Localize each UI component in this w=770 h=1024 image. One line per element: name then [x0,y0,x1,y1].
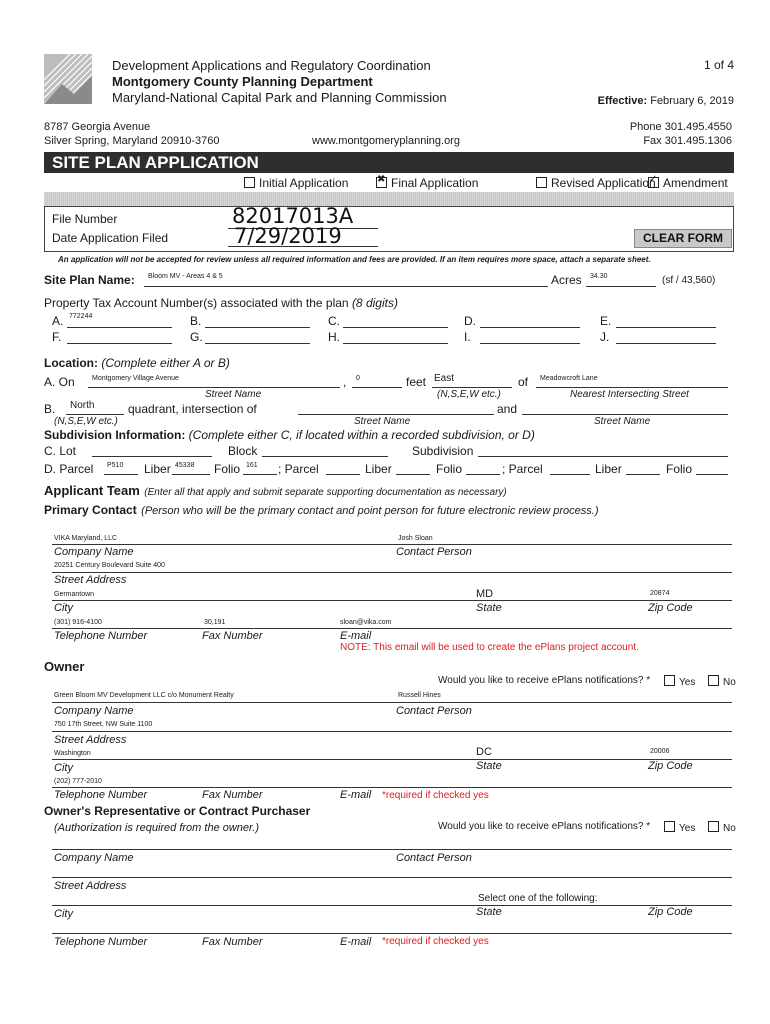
parcel-value[interactable]: P510 [107,462,124,469]
initial-application-checkbox[interactable] [244,176,348,190]
owner-phone-line [52,787,732,788]
site-plan-name-value[interactable]: Bloom MV - Areas 4 & 5 [148,273,223,280]
clear-form-button[interactable]: CLEAR FORM [634,229,732,248]
initial-application-label: Initial Application [259,176,349,190]
rep-city-line[interactable] [52,905,732,906]
tax-a-label: A. [52,314,64,328]
primary-city-line [52,600,732,601]
rep-eplans-yes-checkbox[interactable] [664,821,695,834]
primary-email-caption: E-mail [340,630,372,642]
tax-account-label: Property Tax Account Number(s) associated with the plan [44,296,349,310]
location-b-label: B. [44,402,56,416]
primary-contact-caption: Contact Person [396,546,472,558]
file-area-shading [44,192,734,206]
lot-line[interactable] [92,456,212,457]
location-of-label: of [518,375,529,389]
location-b-street2-caption: Street Name [594,416,651,427]
owner-street-line [52,731,732,732]
checkbox-icon [708,821,719,832]
effective-label: Effective: [597,95,648,107]
rep-phone-caption: Telephone Number [54,936,148,948]
tax-h-label: H. [328,330,340,344]
amendment-checkbox[interactable] [648,176,728,190]
primary-contact-note: (Person who will be the primary contact and point person for future electronic review process.) [141,505,599,517]
block-line[interactable] [262,456,388,457]
folio-line [243,474,277,475]
owner-street-caption: Street Address [54,734,127,746]
owner-zip-value[interactable]: 20006 [650,748,670,755]
checked-box-icon [376,177,387,188]
location-feet-label: feet [406,375,427,389]
page-title: SITE PLAN APPLICATION [52,153,259,172]
owner-state-caption: State [476,760,502,772]
rep-email-caption: E-mail [340,936,372,948]
yes-label: Yes [679,823,696,834]
location-b-nsew-caption: (N,S,E,W etc.) [54,416,118,427]
owner-street-value[interactable]: 750 17th Street, NW Suite 1100 [54,721,153,728]
tax-c-line[interactable] [343,327,448,328]
subdivision-label: Subdivision Information: [44,428,186,442]
subdivision-heading [44,428,535,442]
fax: Fax 301.495.1306 [643,135,732,147]
primary-email-value[interactable]: sloan@vika.com [340,619,392,626]
owner-eplans-label: Would you like to receive ePlans notifications? * [438,675,651,686]
location-feet-value[interactable]: 0 [356,375,360,382]
location-quadrant-label: quadrant, intersection of [128,402,257,416]
parcel2-line[interactable] [326,474,360,475]
mncppc-logo [44,54,92,104]
folio3-label: Folio [666,462,693,476]
owner-eplans-no-checkbox[interactable] [708,675,736,688]
rep-eplans-label: Would you like to receive ePlans notifications? * [438,821,651,832]
checked-box-icon [648,177,659,188]
no-label: No [723,823,736,834]
subdivision-block-label: Block [228,444,258,458]
rep-heading: Owner's Representative or Contract Purchaser [44,804,311,818]
rep-street-line[interactable] [52,877,732,878]
primary-zip-value[interactable]: 20874 [650,590,670,597]
owner-eplans-yes-checkbox[interactable] [664,675,695,688]
owner-email-caption: E-mail [340,789,372,801]
revised-application-checkbox[interactable] [536,176,656,190]
location-a-nsew-caption: (N,S,E,W etc.) [437,389,501,400]
primary-company-line [52,544,732,545]
primary-street-line [52,572,732,573]
tax-c-label: C. [328,314,340,328]
site-plan-name-line [144,286,548,287]
owner-heading: Owner [44,659,85,674]
owner-required-note: *required if checked yes [382,790,489,801]
location-b-street2-line[interactable] [522,414,728,415]
liber2-line[interactable] [396,474,430,475]
tax-f-line[interactable] [67,343,172,344]
liber3-line[interactable] [626,474,660,475]
tax-g-line[interactable] [205,343,310,344]
location-a-street-value[interactable]: Montgomery Village Avenue [92,375,179,382]
primary-state-value[interactable]: MD [476,588,494,600]
no-label: No [723,677,736,688]
comma: , [343,375,347,389]
tax-h-line[interactable] [343,343,448,344]
file-number-value[interactable]: 82017013A [232,204,354,228]
location-heading [44,356,230,370]
rep-state-caption: State [476,906,502,918]
location-label: Location: [44,356,98,370]
rep-zip-caption: Zip Code [648,906,693,918]
checkbox-icon [664,821,675,832]
subdivision-note: (Complete either C, if located within a recorded subdivision, or D) [188,428,535,442]
owner-eplans-question [438,675,650,686]
rep-company-line[interactable] [52,849,732,850]
parcel-line [104,474,138,475]
primary-street-caption: Street Address [54,574,127,586]
yes-label: Yes [679,677,696,688]
owner-city-line [52,759,732,760]
primary-phone-line [52,628,732,629]
location-a-street-line [88,387,340,388]
primary-fax-value[interactable]: 30,191 [204,619,226,626]
header-line1: Development Applications and Regulatory Coordination [112,58,431,73]
website: www.montgomeryplanning.org [312,135,460,147]
tax-j-label: J. [600,330,610,344]
owner-state-value[interactable]: DC [476,746,492,758]
phone: Phone 301.495.4550 [629,121,732,133]
rep-company-caption: Company Name [54,852,134,864]
folio-value[interactable]: 161 [246,462,258,469]
subdivision-name-label: Subdivision [412,444,474,458]
tax-f-label: F. [52,330,62,344]
location-a-street-caption: Street Name [205,389,262,400]
checkbox-icon [244,177,255,188]
liber-value[interactable]: 45338 [175,462,195,469]
location-direction-line [432,387,512,388]
parcel2-label: ; Parcel [278,462,319,476]
applicant-team-label: Applicant Team [44,483,140,498]
primary-state-caption: State [476,602,502,614]
folio2-line[interactable] [466,474,500,475]
effective-value: February 6, 2019 [650,95,734,107]
final-application-label: Final Application [391,176,479,190]
owner-phone-caption: Telephone Number [54,789,148,801]
liber-label: Liber [144,462,171,476]
acres-line [586,286,656,287]
applicant-team-note: (Enter all that apply and submit separate supporting documentation as necessary) [144,487,507,498]
parcel3-label: ; Parcel [502,462,543,476]
tax-d-line[interactable] [480,327,580,328]
header-line2: Montgomery County Planning Department [112,74,373,89]
tax-e-label: E. [600,314,612,328]
acres-label: Acres [551,273,582,287]
date-filed-label: Date Application Filed [52,231,169,245]
folio-label: Folio [214,462,241,476]
location-b-street1-caption: Street Name [354,416,411,427]
rep-fax-caption: Fax Number [202,936,263,948]
revised-application-label: Revised Application [551,176,656,190]
primary-contact-label: Primary Contact [44,503,137,517]
primary-phone-value[interactable]: (301) 916-4100 [54,619,102,626]
subdivision-lot-label: C. Lot [44,444,77,458]
liber2-label: Liber [365,462,392,476]
owner-company-caption: Company Name [54,705,134,717]
rep-phone-line[interactable] [52,933,732,934]
owner-city-value[interactable]: Washington [54,750,91,757]
acres-note: (sf / 43,560) [662,275,716,286]
header-line3: Maryland-National Capital Park and Planning Commission [112,90,447,105]
rep-eplans-question [438,821,650,832]
liber-line [172,474,210,475]
page-number: 1 of 4 [703,58,734,72]
primary-city-value[interactable]: Germantown [54,591,95,598]
address-line2: Silver Spring, Maryland 20910-3760 [44,135,220,147]
primary-phone-caption: Telephone Number [54,630,148,642]
rep-contact-caption: Contact Person [396,852,472,864]
tax-a-value[interactable]: 772244 [69,313,93,320]
owner-fax-caption: Fax Number [202,789,263,801]
owner-company-line [52,702,732,703]
rep-note: (Authorization is required from the owner.) [54,822,260,834]
notice-text: An application will not be accepted for review unless all required information and fees are provided. If an item requires more space, attach a separate sheet. [58,255,651,264]
checkbox-icon [536,177,547,188]
folio3-line[interactable] [696,474,728,475]
owner-company-value[interactable]: Green Bloom MV Development LLC c/o Monument Realty [54,692,234,699]
acres-value[interactable]: 34.30 [590,273,608,280]
location-and-label: and [497,402,518,416]
tax-g-label: G. [190,330,203,344]
location-a-on: A. On [44,375,75,389]
subdivision-parcel-label: D. Parcel [44,462,94,476]
rep-city-caption: City [54,908,73,920]
tax-i-label: I. [464,330,471,344]
checkbox-icon [708,675,719,686]
location-nearest-caption: Nearest Intersecting Street [570,389,689,400]
location-b-street1-line[interactable] [298,414,494,415]
primary-company-value[interactable]: VIKA Maryland, LLC [54,535,118,542]
owner-contact-value[interactable]: Russell Hines [398,692,441,699]
file-box [44,206,734,252]
folio2-label: Folio [436,462,463,476]
location-direction-value[interactable]: East [434,373,455,384]
owner-contact-caption: Contact Person [396,705,472,717]
tax-a-line [67,327,172,328]
rep-street-caption: Street Address [54,880,127,892]
amendment-label: Amendment [663,176,728,190]
date-filed-value[interactable]: 7/29/2019 [234,224,342,248]
rep-eplans-no-checkbox[interactable] [708,821,736,834]
tax-account-heading [44,296,398,310]
rep-required-note: *required if checked yes [382,936,489,947]
email-note: NOTE: This email will be used to create the ePlans project account. [340,642,639,653]
location-intersecting-line [536,387,728,388]
checkbox-icon [664,675,675,686]
primary-zip-caption: Zip Code [648,602,693,614]
tax-e-line[interactable] [616,327,716,328]
tax-j-line[interactable] [616,343,716,344]
primary-company-caption: Company Name [54,546,134,558]
primary-contact-heading [44,501,598,519]
owner-zip-caption: Zip Code [648,760,693,772]
tax-i-line[interactable] [480,343,580,344]
tax-account-note: (8 digits) [351,296,398,310]
site-plan-name-label: Site Plan Name: [44,273,135,287]
location-b-dir-value[interactable]: North [70,400,95,411]
subdivision-line[interactable] [478,456,728,457]
file-number-label: File Number [52,212,118,226]
address-line1: 8787 Georgia Avenue [44,121,151,133]
primary-street-value[interactable]: 20251 Century Boulevard Suite 400 [54,562,165,569]
primary-city-caption: City [54,602,73,614]
location-feet-line [352,387,402,388]
tax-b-label: B. [190,314,202,328]
primary-contact-value[interactable]: Josh Sloan [398,535,433,542]
liber3-label: Liber [595,462,622,476]
parcel3-line[interactable] [550,474,590,475]
effective-date [598,95,734,107]
owner-city-caption: City [54,762,73,774]
rep-select-note: Select one of the following: [478,893,598,904]
applicant-team-heading [44,482,507,500]
location-b-dir-line [66,414,124,415]
location-intersecting-value[interactable]: Meadowcroft Lane [540,375,598,382]
tax-b-line[interactable] [205,327,310,328]
owner-phone-value[interactable]: (202) 777-2010 [54,778,102,785]
location-note: (Complete either A or B) [101,356,230,370]
tax-d-label: D. [464,314,476,328]
final-application-checkbox[interactable] [376,176,478,190]
primary-fax-caption: Fax Number [202,630,263,642]
